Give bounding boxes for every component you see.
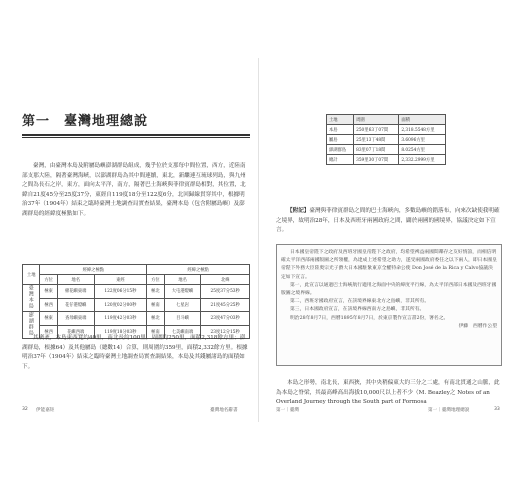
table-cell: 122度06分15秒: [94, 285, 147, 299]
table-cell: 花仔港燈嶼: [57, 298, 94, 312]
table-cell: 屬島: [327, 135, 354, 145]
table-cell: 359里30丁07間: [354, 155, 399, 165]
table-header-row: [327, 115, 446, 125]
appendix-text: 臺灣與菲律賓群島之間的巴士海峽內，多數島嶼的錯落布，向來次缺使我明確之境界，故明治28年，日本及西班牙兩國政府之間，闢於兩國的國境界，協議決定如下宣言。: [276, 208, 500, 234]
table-subheader: 東經: [94, 275, 147, 285]
table-cell: 119度42分03秒: [94, 312, 147, 326]
table-cell: 極南: [147, 298, 164, 312]
book-spine: [258, 58, 259, 422]
table-cell: 23度12分15秒: [201, 325, 250, 339]
table-cell: 極南: [147, 325, 164, 339]
table-group-taiwan: 臺灣本島: [23, 285, 40, 312]
table-row: [23, 285, 250, 299]
table-cell: 250里63丁07間: [354, 125, 399, 135]
table-cell: 25度37分53秒: [201, 285, 250, 299]
table-cell: 澎湖群島: [327, 145, 354, 155]
table-header: 土地: [327, 115, 354, 125]
table-subheader-row: [23, 275, 250, 285]
page-number-right: 33: [494, 407, 500, 412]
table-cell: 極北: [147, 312, 164, 326]
table-cell: 21度45分25秒: [201, 298, 250, 312]
treaty-note-box: [276, 244, 502, 366]
table-cell: 查母嶼東端: [57, 312, 94, 326]
note-line: 第三，日本國政府宣言，在該境界線西南方之島嶼，非其所有。: [290, 307, 425, 313]
body-paragraph-2: 其廣袤，本島東西寬約40里，南北長約100里，周圍約250里，面積2,318餘方里；澎湖群島，根據64）及其他屬島（總數14）合算，則周圍約359里，面積2,332餘方里。根據明治37年（1904年）結束之臨時臺灣土地調查局實查調結果，本島及其錢屬諸島的面積如下。: [22, 335, 248, 370]
table-cell: 極東: [40, 312, 57, 326]
table-row: [23, 312, 250, 326]
chapter-rule: [22, 134, 250, 136]
table-cell: 120度02分00秒: [94, 298, 147, 312]
table-header-lon: 經緯之極點: [40, 265, 147, 275]
table-cell: 極西: [40, 325, 57, 339]
table-cell: 2,332.2999方里: [399, 155, 446, 165]
running-head-book: 臺灣地名辭書: [210, 408, 238, 413]
body-paragraph-1: 臺灣，由臺灣本島及附屬島嶼澎湖群島組成，幾乎位於支那每中間位置，西方，近陸南部支那大陸，隔著臺灣海峽，以澎湖群島為其中間連續，東北，新繼連互琉球列島，與九州之間為長石之岸，東方，面向太平洋，南方，隔著巴士海峽與菲律賓群島相對，其位置，北緯自21度45分至25度37分，東經自119度18分至122度6分，北回歸線貫穿其中，根據明治37年（1904年）結束之臨時臺灣土地調查局實查結果，臺灣本島（包含附屬島嶼）及澎湖群島的經緯度極點如下。: [22, 163, 246, 217]
table-subheader: 地名: [57, 275, 94, 285]
table-cell: 25里13丁48間: [354, 135, 399, 145]
note-line: 第一，此宣言以通過巴士海峽航行適用之海面中央的緯度平行線，為太平洋西部日本國及西班牙國版圖之境界線。: [281, 282, 497, 297]
table-cell: 8.0254方里: [399, 145, 446, 155]
table-row: [327, 145, 446, 155]
table-cell: 大屯港燈嶼: [164, 285, 201, 299]
table-cell: 2,318.5548方里: [399, 125, 446, 135]
table-cell: 極東: [40, 285, 57, 299]
chapter-title: 第一 臺灣地理總說: [22, 114, 149, 129]
table-subheader: 方位: [147, 275, 164, 285]
table-subheader: 地名: [164, 275, 201, 285]
table-header: 面積: [399, 115, 446, 125]
appendix-label: 【附記】: [287, 208, 310, 214]
table-subheader: 方位: [40, 275, 57, 285]
running-head-section: 第一｜臺灣地理總說: [428, 408, 470, 413]
table-header: 周圍: [354, 115, 399, 125]
table-cell: 極西: [40, 298, 57, 312]
table-cell: 總計: [327, 155, 354, 165]
right-page: [268, 58, 506, 422]
table-cell: 83里07丁18間: [354, 145, 399, 155]
note-line: 明治28年8月7日，西曆1895年8月7日，於東京製作宣言書2份，署名之。: [290, 315, 449, 321]
note-signature: 伊藤 西曆作公望: [458, 323, 497, 329]
page-number-left: 32: [22, 407, 28, 412]
table-row: [327, 135, 446, 145]
table-cell: 本島: [327, 125, 354, 135]
body-paragraph-3: 本島之形勢，南北長，東西狹，其中央稍偏東大約三分之二處，有南北貫通之山脈，此為本島之脊梁，其最高峰高出海拔10,000尺以上者不少（M. Beazley之 Notes of an Overland Journey through the South part of Formosa: [276, 380, 500, 406]
note-line: 日本國皇帝陛下之政府及西班牙國皇帝陛下之政府，均希望裨益兩國間鄰存之友好情誼，而相信明確太平洋西部兩國版圖之所領權，為達成上述希望之助力，遂受兩國政府委任之以下兩人，即日本國皇帝陛下外務大臣陸奧宗光子爵大日本國駐紮東京全權特命公使 Don José de la Rica y Calvo協議決定如下宣言。: [281, 250, 497, 280]
table-row: [23, 298, 250, 312]
running-head-author: 伊能嘉矩: [36, 408, 55, 413]
table-cell: 棉花嶼東端: [57, 285, 94, 299]
table-cell: 花嶼西端: [57, 325, 94, 339]
table-row: [327, 155, 446, 165]
table-cell: 極北: [147, 285, 164, 299]
table-cell: 119度18分03秒: [94, 325, 147, 339]
table-group-penghu: 澎湖群島: [23, 312, 40, 339]
coordinates-table: [22, 264, 250, 339]
table-cell: 七星岩: [164, 298, 201, 312]
table-row: [327, 125, 446, 135]
running-head-chapter: 第一｜臺灣: [276, 408, 299, 413]
table-cell: 3.6096方里: [399, 135, 446, 145]
table-cell: 23度47分03秒: [201, 312, 250, 326]
table-cell: 目斗嶼: [164, 312, 201, 326]
note-line: 第二，西班牙國政府宣言，在該境界線東北方之島嶼，非其所有。: [290, 299, 430, 305]
appendix-paragraph: [276, 207, 504, 236]
table-header-row: [23, 265, 250, 275]
table-subheader: 北緯: [201, 275, 250, 285]
table-header-lat: 經緯之極點: [147, 265, 250, 275]
chapter-rule-thin: [22, 137, 250, 138]
left-page: [14, 58, 252, 422]
area-table: [326, 114, 446, 165]
table-header-land: 土地: [23, 265, 40, 285]
table-cell: 七美嶼南端: [164, 325, 201, 339]
